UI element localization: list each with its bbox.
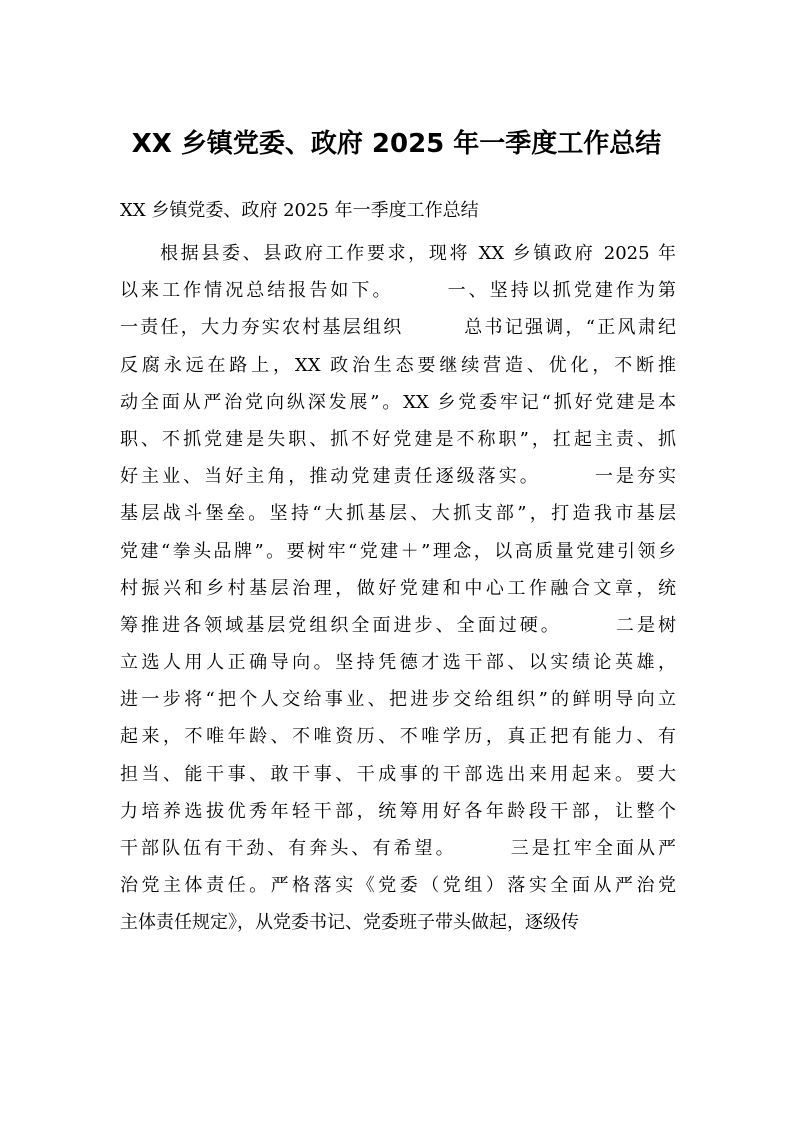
body-line: 反腐永远在路上，XX 政治生态要继续营造、优化，不断推	[120, 354, 676, 376]
body-line: 一责任，大力夯实农村基层组织 总书记强调，“正风肃纪	[120, 317, 676, 339]
body-line: 职、不抓党建是失职、抓不好党建是不称职”，扛起主责、抓	[120, 428, 676, 450]
body-line: 主体责任规定》，从党委书记、党委班子带头做起，逐级传	[120, 912, 579, 934]
body-line: 村振兴和乡村基层治理，做好党建和中心工作融合文章，统	[120, 577, 676, 599]
document-subtitle: XX 乡镇党委、政府 2025 年一季度工作总结	[120, 200, 479, 221]
body-line: 干部队伍有干劲、有奔头、有希望。 三是扛牢全面从严	[120, 838, 676, 859]
body-line: 根据县委、县政府工作要求，现将 XX 乡镇政府 2025 年	[160, 243, 676, 264]
body-line: 治党主体责任。严格落实《党委（党组）落实全面从严治党	[120, 875, 676, 897]
body-line: 基层战斗堡垒。坚持“大抓基层、大抓支部”，打造我市基层	[120, 503, 676, 525]
body-line: 动全面从严治党向纵深发展”。XX 乡党委牢记“抓好党建是本	[120, 391, 676, 413]
body-line: 担当、能干事、敢干事、干成事的干部选出来用起来。要大	[120, 763, 676, 785]
body-line: 立选人用人正确导向。坚持凭德才选干部、以实绩论英雄，	[120, 652, 676, 674]
body-line: 进一步将“把个人交给事业、把进步交给组织”的鲜明导向立	[120, 689, 676, 711]
body-line: 起来，不唯年龄、不唯资历、不唯学历，真正把有能力、有	[120, 726, 676, 748]
document-body	[120, 235, 676, 942]
body-line: 好主业、当好主角，推动党建责任逐级落实。 一是夯实	[120, 466, 676, 488]
body-line: 党建“拳头品牌”。要树牢“党建＋”理念，以高质量党建引领乡	[120, 540, 676, 562]
document-title: XX 乡镇党委、政府 2025 年一季度工作总结	[131, 129, 662, 159]
body-line: 以来工作情况总结报告如下。 一、坚持以抓党建作为第	[120, 280, 676, 302]
body-line: 筹推进各领域基层党组织全面进步、全面过硬。 二是树	[120, 614, 676, 636]
body-line: 力培养选拔优秀年轻干部，统筹用好各年龄段干部，让整个	[120, 800, 676, 822]
